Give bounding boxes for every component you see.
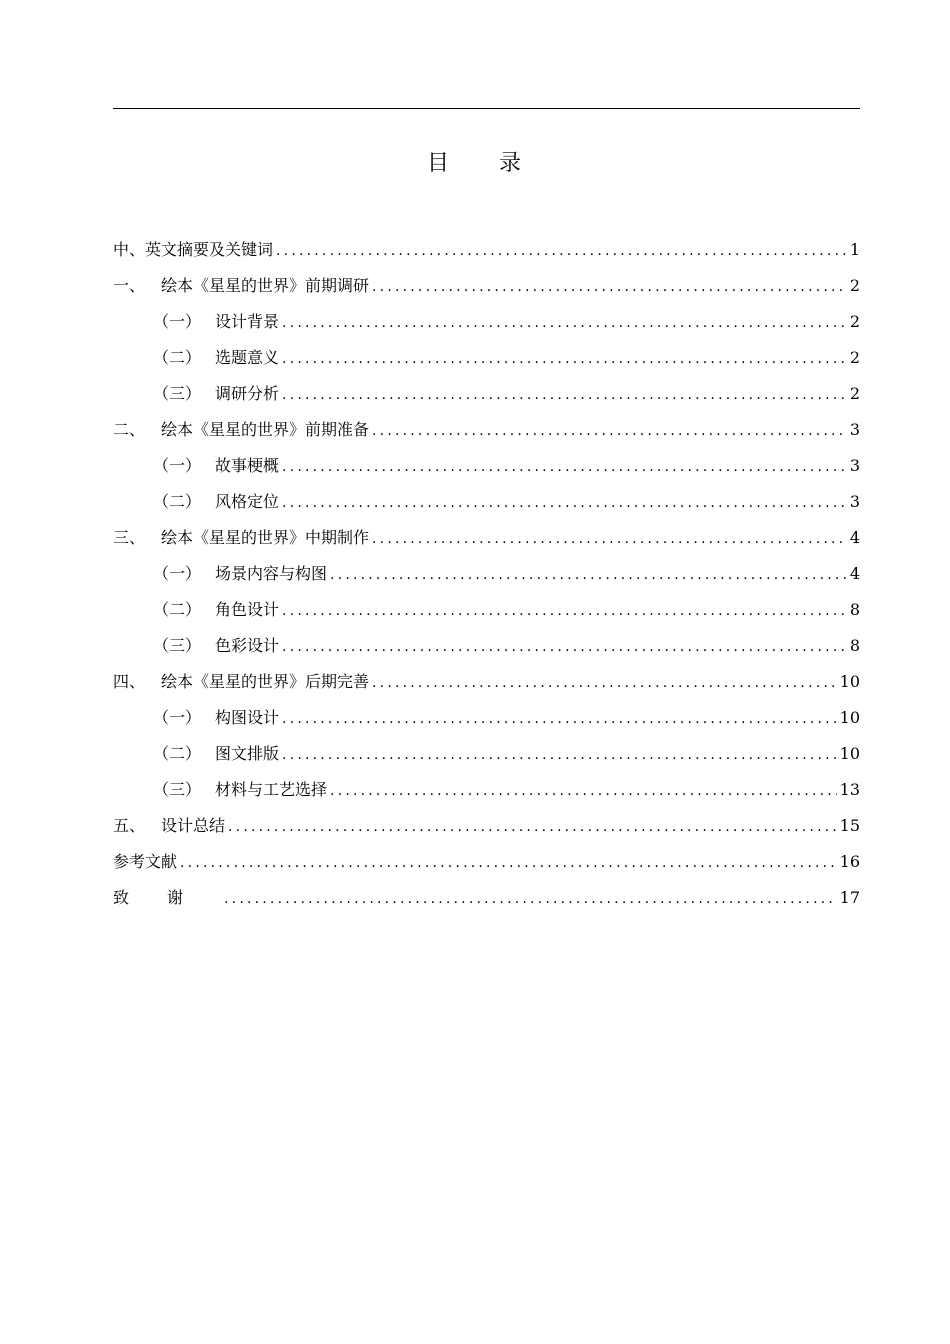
dot-leader (224, 881, 837, 917)
toc-entry-number: （二） (153, 492, 202, 511)
toc-entry-label: 色彩设计 (215, 636, 280, 655)
toc-entry-number: （二） (153, 600, 202, 619)
toc-entry-label: 风格定位 (215, 492, 280, 511)
dot-leader (228, 809, 837, 845)
dot-leader (282, 737, 837, 773)
dot-leader (330, 557, 847, 593)
dot-leader (372, 665, 837, 701)
toc-entry-page: 13 (839, 780, 860, 799)
dot-leader (276, 233, 847, 269)
toc-entry-acknowledgements[interactable] (113, 880, 860, 916)
dot-leader (330, 773, 837, 809)
toc-entry-section-3-2[interactable] (113, 592, 860, 628)
toc-entry-page: 3 (849, 420, 860, 439)
toc-entry-page: 8 (849, 600, 860, 619)
toc-entry-number: 三、 (113, 528, 146, 547)
toc-entry-section-2-2[interactable] (113, 484, 860, 520)
toc-entry-chapter-2[interactable] (113, 412, 860, 448)
toc-entry-number: 五、 (113, 816, 146, 835)
toc-entry-section-3-3[interactable] (113, 628, 860, 664)
header-rule (113, 108, 860, 109)
toc-entry-label: 绘本《星星的世界》中期制作 (161, 528, 370, 547)
toc-entry-label: 选题意义 (215, 348, 280, 367)
toc-entry-label: 场景内容与构图 (215, 564, 328, 583)
toc-entry-number: （一） (153, 564, 202, 583)
toc-entry-section-2-1[interactable] (113, 448, 860, 484)
toc-entry-label: 绘本《星星的世界》前期调研 (161, 276, 370, 295)
dot-leader (372, 521, 847, 557)
toc-entry-section-1-1[interactable] (113, 304, 860, 340)
toc-entry-page: 10 (839, 744, 860, 763)
dot-leader (372, 269, 847, 305)
toc-entry-chapter-1[interactable] (113, 268, 860, 304)
toc-entry-label: 材料与工艺选择 (215, 780, 328, 799)
toc-entry-page: 3 (849, 456, 860, 475)
toc-entry-page: 2 (849, 276, 860, 295)
toc-entry-section-4-1[interactable] (113, 700, 860, 736)
dot-leader (282, 485, 847, 521)
toc-entry-page: 2 (849, 384, 860, 403)
toc-entry-label: 中、英文摘要及关键词 (113, 240, 274, 259)
toc-entry-section-3-1[interactable] (113, 556, 860, 592)
toc-entry-section-4-2[interactable] (113, 736, 860, 772)
toc-entry-page: 17 (839, 888, 860, 907)
toc-entry-chapter-3[interactable] (113, 520, 860, 556)
toc-entry-label: 致谢 (113, 888, 222, 907)
toc-title (0, 146, 950, 177)
toc-entry-number: （三） (153, 780, 202, 799)
toc-entry-number: （一） (153, 708, 202, 727)
toc-entry-label: 绘本《星星的世界》后期完善 (161, 672, 370, 691)
dot-leader (372, 413, 847, 449)
toc-entry-chapter-5[interactable] (113, 808, 860, 844)
toc-entry-label: 调研分析 (215, 384, 280, 403)
toc-entry-label: 设计总结 (161, 816, 226, 835)
toc-title-left: 目 (426, 151, 451, 176)
dot-leader (282, 449, 847, 485)
toc-entry-page: 10 (839, 708, 860, 727)
toc-entry-page: 8 (849, 636, 860, 655)
toc-entry-page: 16 (839, 852, 860, 871)
toc-entry-page: 4 (849, 564, 860, 583)
toc-entry-number: （一） (153, 456, 202, 475)
toc-entry-references[interactable] (113, 844, 860, 880)
toc-entry-label: 图文排版 (215, 744, 280, 763)
toc-entry-number: 四、 (113, 672, 146, 691)
toc-entry-page: 3 (849, 492, 860, 511)
toc-entry-section-1-2[interactable] (113, 340, 860, 376)
toc-entry-page: 2 (849, 348, 860, 367)
toc-entry-number: （一） (153, 312, 202, 331)
toc-entry-number: 一、 (113, 276, 146, 295)
dot-leader (282, 701, 837, 737)
dot-leader (282, 341, 847, 377)
toc-entry-section-4-3[interactable] (113, 772, 860, 808)
toc-entry-page: 15 (839, 816, 860, 835)
toc-entry-label: 故事梗概 (215, 456, 280, 475)
toc-entry-number: 二、 (113, 420, 146, 439)
toc-entry-number: （三） (153, 384, 202, 403)
toc-entry-page: 2 (849, 312, 860, 331)
toc-entry-page: 1 (849, 240, 860, 259)
toc-entry-chapter-4[interactable] (113, 664, 860, 700)
toc-entry-label: 角色设计 (215, 600, 280, 619)
dot-leader (282, 593, 847, 629)
toc-entry-label: 参考文献 (113, 852, 178, 871)
toc-entry-section-1-3[interactable] (113, 376, 860, 412)
dot-leader (180, 845, 837, 881)
toc-entry-page: 10 (839, 672, 860, 691)
toc-entry-label: 设计背景 (215, 312, 280, 331)
toc-entry-label: 绘本《星星的世界》前期准备 (161, 420, 370, 439)
toc-entry-page: 4 (849, 528, 860, 547)
toc-entry-label: 构图设计 (215, 708, 280, 727)
toc-entry-abstract[interactable] (113, 232, 860, 268)
toc-title-right: 录 (499, 151, 524, 176)
dot-leader (282, 629, 847, 665)
dot-leader (282, 305, 847, 341)
dot-leader (282, 377, 847, 413)
toc-entry-number: （二） (153, 348, 202, 367)
toc-entry-number: （二） (153, 744, 202, 763)
table-of-contents (113, 232, 860, 916)
toc-entry-number: （三） (153, 636, 202, 655)
